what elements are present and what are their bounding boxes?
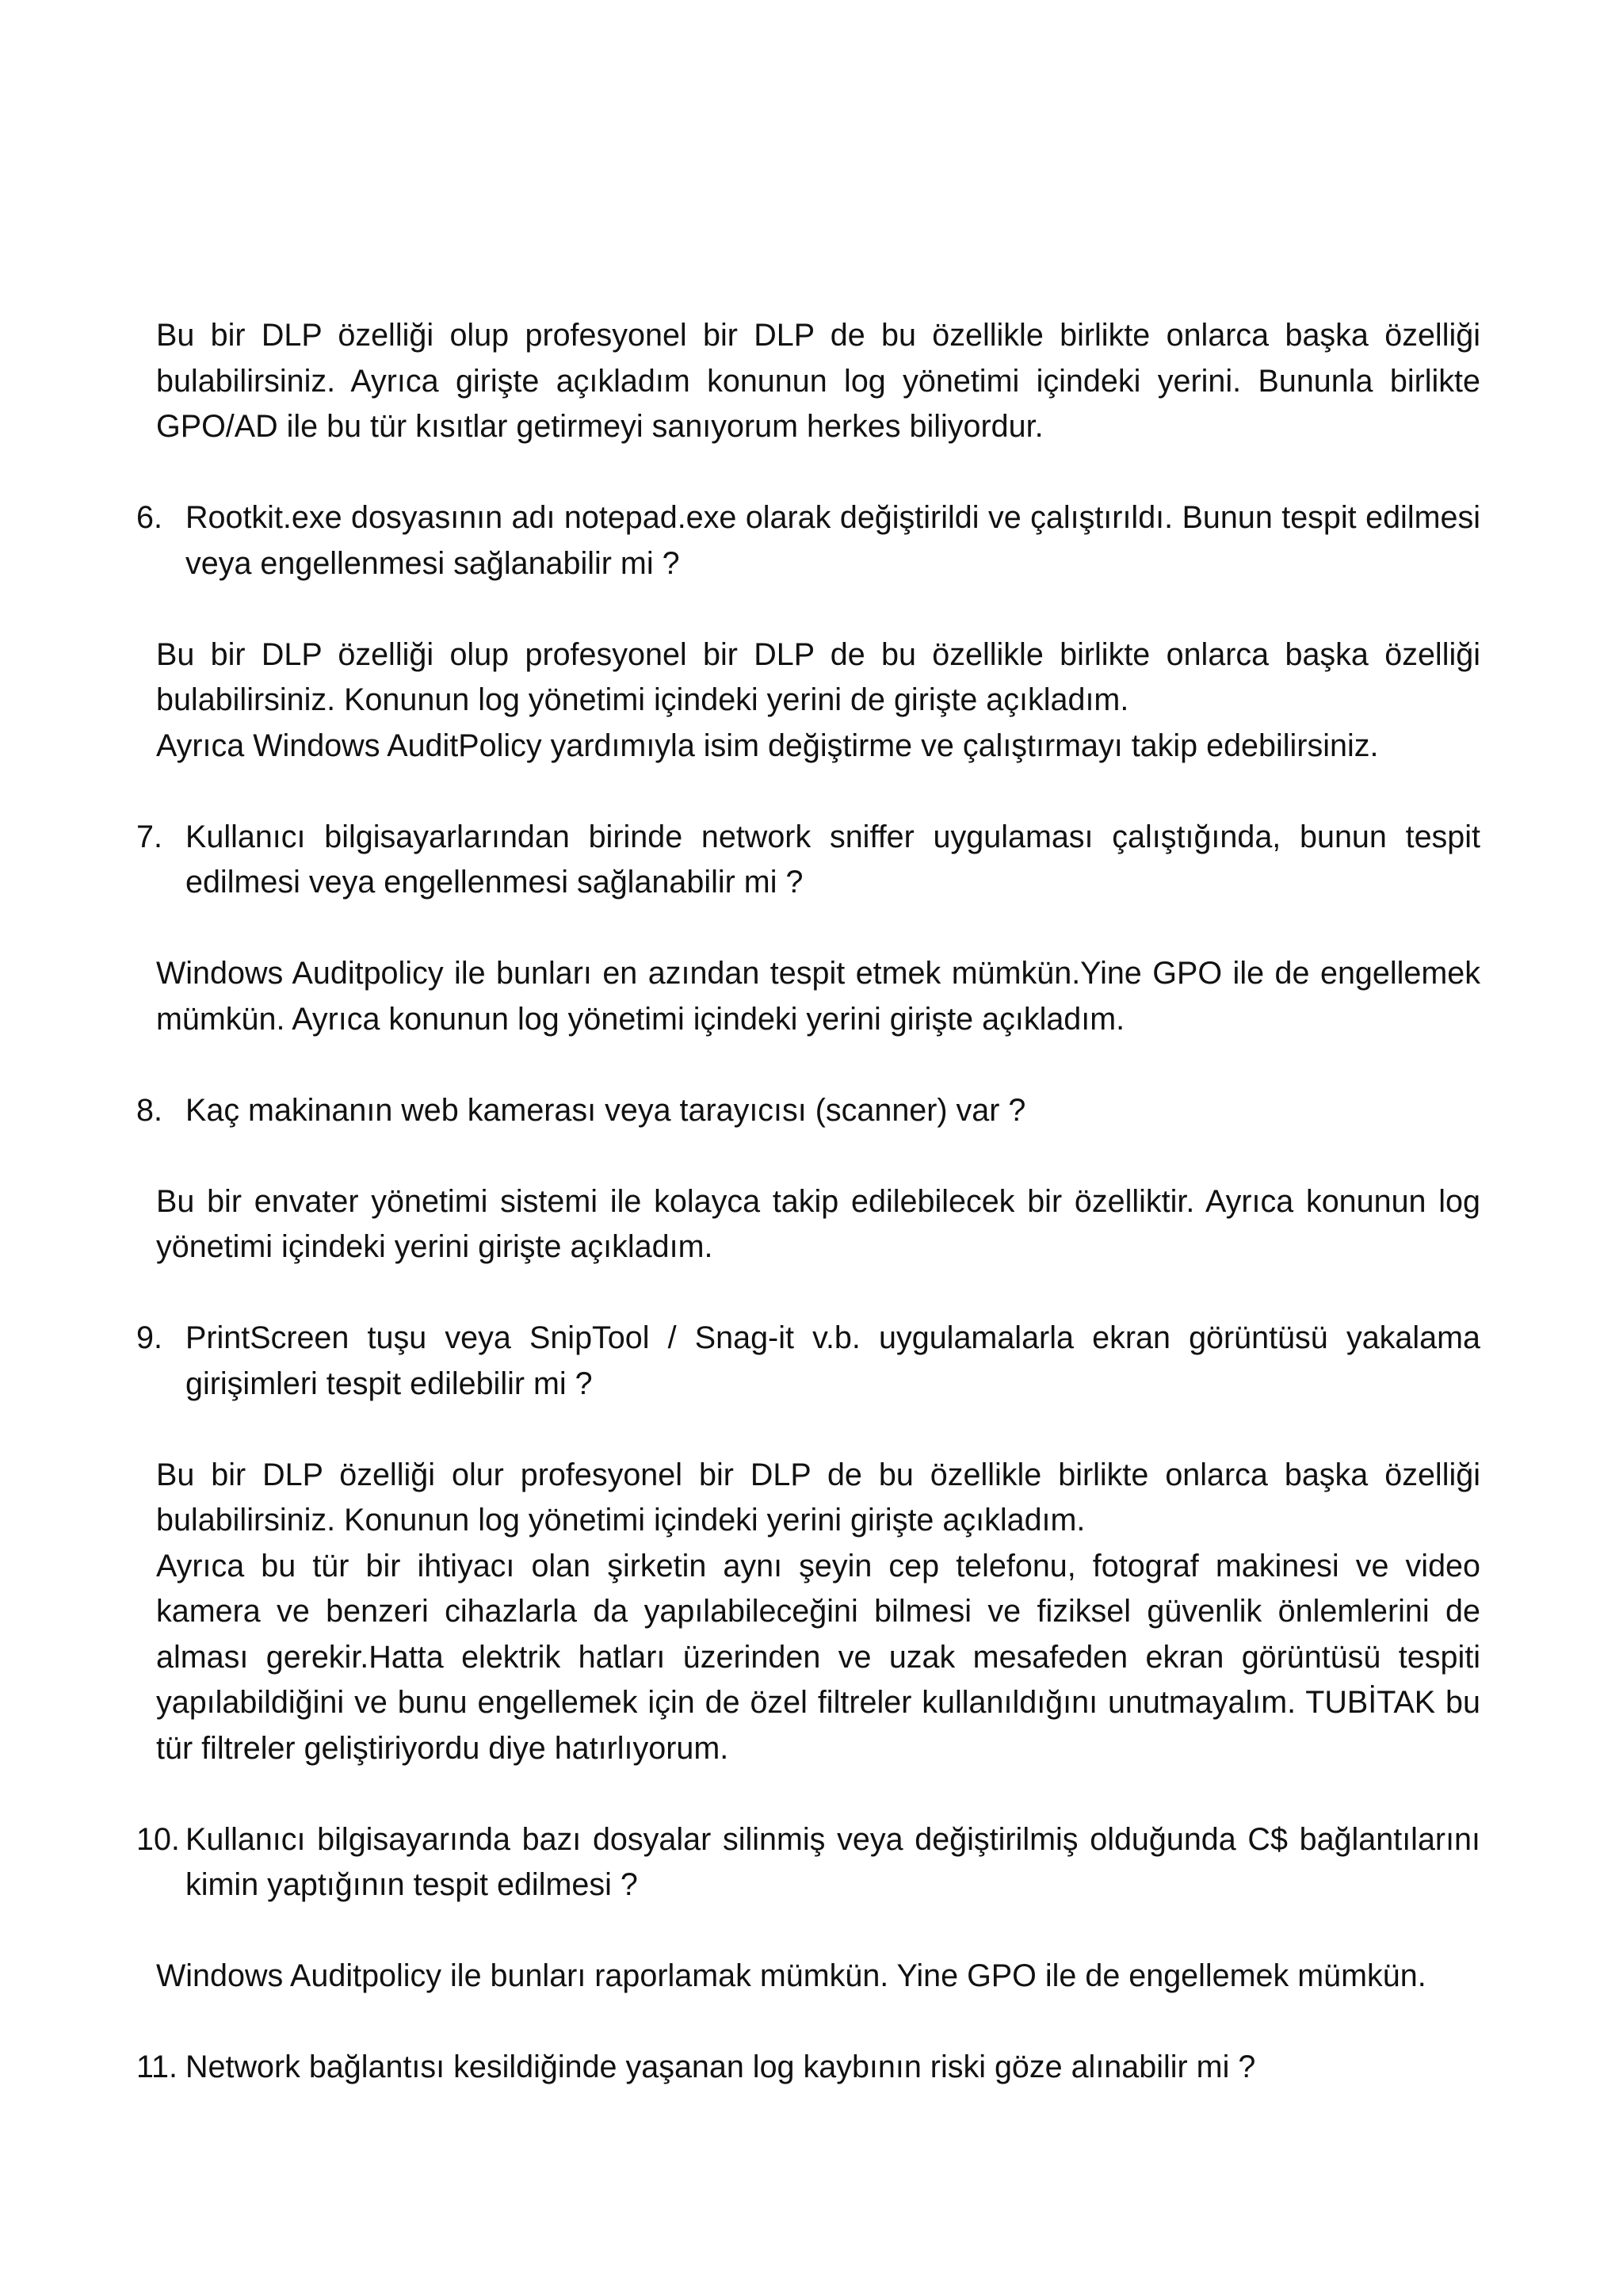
- question-8: [136, 1088, 1480, 1134]
- question-number: 9.: [136, 1320, 162, 1355]
- answer-line: Bu bir DLP özelliği olur profesyonel bir DLP de bu özellikle birlikte onlarca başka özelliği bulabilirsiniz. Konunun log yönetimi içindeki yerini girişte açıkladım.: [156, 1457, 1480, 1538]
- answer-line: Bu bir envater yönetimi sistemi ile kolayca takip edilebilecek bir özelliktir. Ayrıca konunun log yönetimi içindeki yerini girişte açıkladım.: [156, 1183, 1480, 1264]
- answer-line: Windows Auditpolicy ile bunları raporlamak mümkün. Yine GPO ile de engellemek mümkün.: [156, 1958, 1426, 1993]
- question-text: PrintScreen tuşu veya SnipTool / Snag-it v.b. uygulamalarla ekran görüntüsü yakalama girişimleri tespit edilebilir mi ?: [185, 1320, 1480, 1401]
- answer-paragraph: [156, 1453, 1480, 1772]
- question-9: [136, 1316, 1480, 1407]
- question-number: 8.: [136, 1092, 162, 1128]
- question-10: [136, 1817, 1480, 1908]
- answer-paragraph: [156, 951, 1480, 1042]
- question-11: [136, 2045, 1480, 2091]
- question-number: 11.: [136, 2050, 178, 2084]
- answer-line: Bu bir DLP özelliği olup profesyonel bir DLP de bu özellikle birlikte onlarca başka özelliği bulabilirsiniz. Ayrıca girişte açıkladım konunun log yönetimi içindeki yerini. Bununla birlikte GPO/AD ile bu tür kısıtlar getirmeyi sanıyorum herkes biliyordur.: [156, 318, 1480, 444]
- document-body: [136, 313, 1480, 2136]
- question-number: 6.: [136, 500, 162, 535]
- answer-line: Bu bir DLP özelliği olup profesyonel bir DLP de bu özellikle birlikte onlarca başka özelliği bulabilirsiniz. Konunun log yönetimi içindeki yerini de girişte açıkladım.: [156, 636, 1480, 717]
- answer-paragraph: [156, 632, 1480, 770]
- question-text: Rootkit.exe dosyasının adı notepad.exe olarak değiştirildi ve çalıştırıldı. Bunun tespit edilmesi veya engellenmesi sağlanabilir mi ?: [185, 500, 1480, 581]
- question-text: Kullanıcı bilgisayarlarından birinde network sniffer uygulaması çalıştığında, bunun tespit edilmesi veya engellenmesi sağlanabilir mi ?: [185, 819, 1480, 900]
- question-text: Network bağlantısı kesildiğinde yaşanan log kaybının riski göze alınabilir mi ?: [185, 2050, 1256, 2084]
- answer-paragraph: [156, 1179, 1480, 1270]
- answer-line: Windows Auditpolicy ile bunları en azından tespit etmek mümkün.Yine GPO ile de engellemek mümkün. Ayrıca konunun log yönetimi içindeki yerini girişte açıkladım.: [156, 956, 1480, 1037]
- question-text: Kullanıcı bilgisayarında bazı dosyalar silinmiş veya değiştirilmiş olduğunda C$ bağlantılarını kimin yaptığının tespit edilmesi ?: [185, 1821, 1480, 1902]
- question-6: [136, 495, 1480, 586]
- answer-paragraph: [156, 313, 1480, 450]
- answer-paragraph: [156, 1954, 1480, 2000]
- question-number: 7.: [136, 819, 162, 854]
- answer-line: Ayrıca bu tür bir ihtiyacı olan şirketin aynı şeyin cep telefonu, fotograf makinesi ve video kamera ve benzeri cihazlarla da yapılabileceğini bilmesi ve fiziksel güvenlik önlemlerini de alması gerekir.Hatta elektrik hatları üzerinden ve uzak mesafeden ekran görüntüsü tespiti yapılabildiğini ve bunu engellemek için de özel filtreler kullanıldığını unutmayalım. TUBİTAK bu tür filtreler geliştiriyordu diye hatırlıyorum.: [156, 1548, 1480, 1766]
- answer-line: Ayrıca Windows AuditPolicy yardımıyla isim değiştirme ve çalıştırmayı takip edebilirsiniz.: [156, 728, 1379, 763]
- question-7: [136, 815, 1480, 906]
- question-text: Kaç makinanın web kamerası veya tarayıcısı (scanner) var ?: [185, 1092, 1026, 1128]
- question-number: 10.: [136, 1821, 180, 1857]
